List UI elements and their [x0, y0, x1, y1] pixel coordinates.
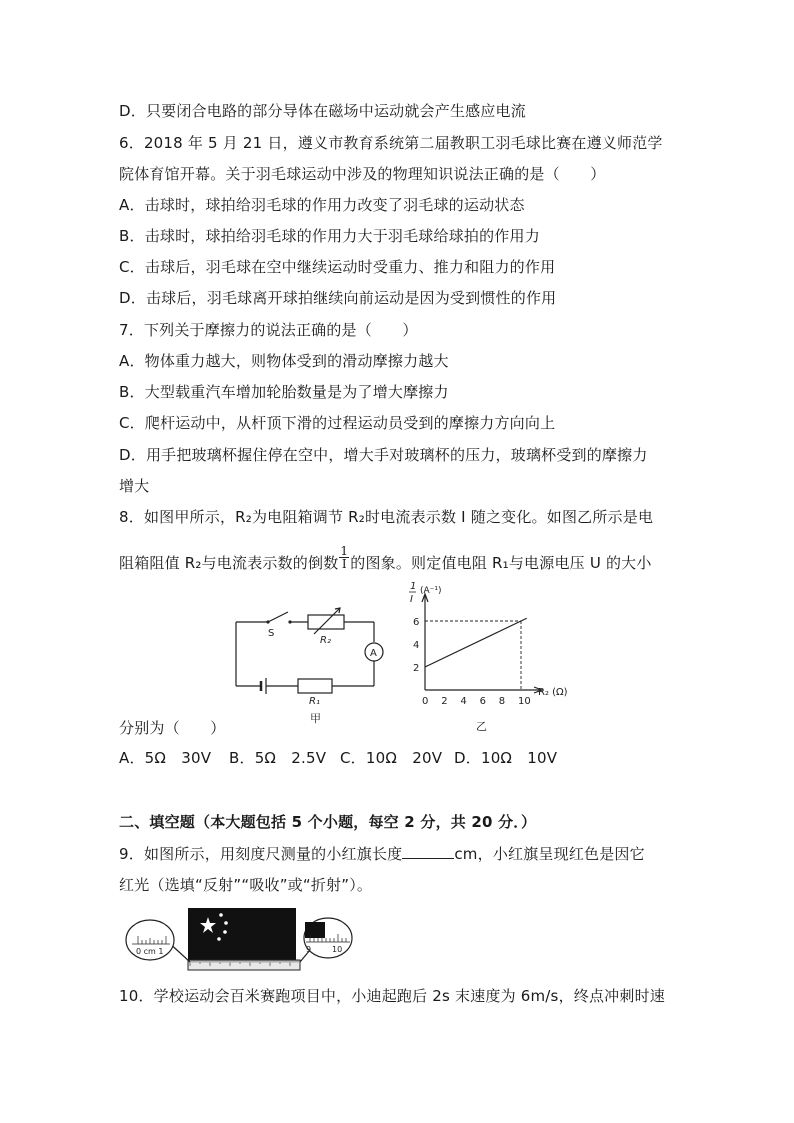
line-q8: 8．如图甲所示，R₂为电阻箱调节 R₂时电流表示数 I 随之变化。如图乙所示是电 — [119, 508, 654, 526]
flag-small-star — [219, 913, 223, 917]
y-tick-label: 4 — [413, 640, 420, 651]
x-tick-label: 6 — [479, 696, 486, 707]
option-q7-c: C．爬杆运动中，从杆顶下滑的过程运动员受到的摩擦力方向向上 — [119, 414, 556, 432]
option-q6-b: B．击球时，球拍给羽毛球的作用力大于羽毛球给球拍的作用力 — [119, 227, 540, 245]
line-q5-d: D．只要闭合电路的部分导体在磁场中运动就会产生感应电流 — [119, 102, 526, 120]
x-tick-label: 8 — [498, 696, 506, 707]
circuit-diagram — [228, 600, 388, 725]
flag-small-star — [223, 930, 227, 934]
x-tick-label: 10 — [518, 696, 531, 707]
red-flag — [188, 908, 296, 960]
line-q9-text-b: cm，小红旗呈现红色是因它 — [454, 845, 645, 863]
option-q7-d: D．用手把玻璃杯握住停在空中，增大手对玻璃杯的压力，玻璃杯受到的摩擦力 — [119, 446, 648, 464]
right-readout-9: 9 — [306, 945, 312, 954]
options-q8 — [119, 748, 557, 768]
flag-ruler-picture — [124, 904, 354, 976]
r1-label: R₁ — [309, 696, 320, 707]
line-q10: 10．学校运动会百米赛跑项目中，小迪起跑后 2s 末速度为 6m/s，终点冲刺时速 — [119, 987, 665, 1005]
option-q6-d: D．击球后，羽毛球离开球拍继续向前运动是因为受到惯性的作用 — [119, 289, 557, 307]
line-q8-ask: 分别为（ ） — [119, 719, 226, 737]
y-tick-label: 2 — [413, 663, 420, 674]
line-q9 — [119, 844, 645, 864]
left-readout: 0 cm 1 — [136, 947, 164, 956]
option-q7-d-cont: 增大 — [119, 477, 150, 495]
line-q8-text-a: 阻箱阻值 R₂与电流表示数的倒数 — [119, 554, 339, 572]
graph-diagram — [400, 578, 600, 738]
line-q8-cont — [119, 544, 652, 576]
x-tick-label: 4 — [460, 696, 467, 707]
option-q8-a: A．5Ω 30V — [119, 749, 212, 767]
option-q7-a: A．物体重力越大，则物体受到的滑动摩擦力越大 — [119, 352, 449, 370]
y-label-num: 1 — [410, 581, 417, 592]
x-tick-label: 0 — [422, 696, 429, 707]
line-q8-text-b: 的图象。则定值电阻 R₁与电源电压 U 的大小 — [350, 554, 652, 572]
option-q6-c: C．击球后，羽毛球在空中继续运动时受重力、推力和阻力的作用 — [119, 258, 556, 276]
right-readout-10: 10 — [332, 945, 343, 954]
flag-small-star — [224, 921, 228, 925]
flag-small-star — [217, 937, 221, 941]
x-label: R₂ (Ω) — [538, 687, 568, 698]
answer-blank-length[interactable] — [402, 844, 454, 859]
y-label-den: I — [410, 594, 413, 605]
x-tick-label: 2 — [441, 696, 448, 707]
line-q6-cont: 院体育馆开幕。关于羽毛球运动中涉及的物理知识说法正确的是（ ） — [119, 165, 606, 183]
section-heading-fill-blank: 二、填空题（本大题包括 5 个小题，每空 2 分，共 20 分．） — [119, 813, 537, 831]
data-line — [425, 618, 527, 667]
fraction-denominator: I — [341, 557, 347, 571]
option-q7-b: B．大型载重汽车增加轮胎数量是为了增大摩擦力 — [119, 383, 449, 401]
line-q6: 6．2018 年 5 月 21 日，遵义市教育系统第二届教职工羽毛球比赛在遵义师范学 — [119, 134, 663, 152]
y-tick-label: 6 — [413, 617, 420, 628]
option-q8-b: B．5Ω 2.5V — [229, 749, 327, 767]
circuit-caption: 甲 — [310, 712, 321, 725]
fraction-numerator: 1 — [340, 544, 349, 558]
option-q8-c: C．10Ω 20V — [340, 749, 443, 767]
r2-label: R₂ — [320, 635, 331, 646]
fraction-one-over-i — [339, 545, 349, 570]
option-q6-a: A．击球时，球拍给羽毛球的作用力改变了羽毛球的运动状态 — [119, 196, 525, 214]
line-q9-text-a: 9．如图所示，用刻度尺测量的小红旗长度 — [119, 845, 403, 863]
line-q9-cont: 红光（选填“反射”“吸收”或“折射”）。 — [119, 876, 373, 894]
option-q8-d: D．10Ω 10V — [454, 749, 558, 767]
graph-caption: 乙 — [476, 720, 487, 733]
switch-label: S — [268, 628, 275, 639]
line-q7: 7．下列关于摩擦力的说法正确的是（ ） — [119, 321, 418, 339]
ammeter-label: A — [370, 648, 377, 659]
y-unit: (A⁻¹) — [420, 586, 442, 596]
